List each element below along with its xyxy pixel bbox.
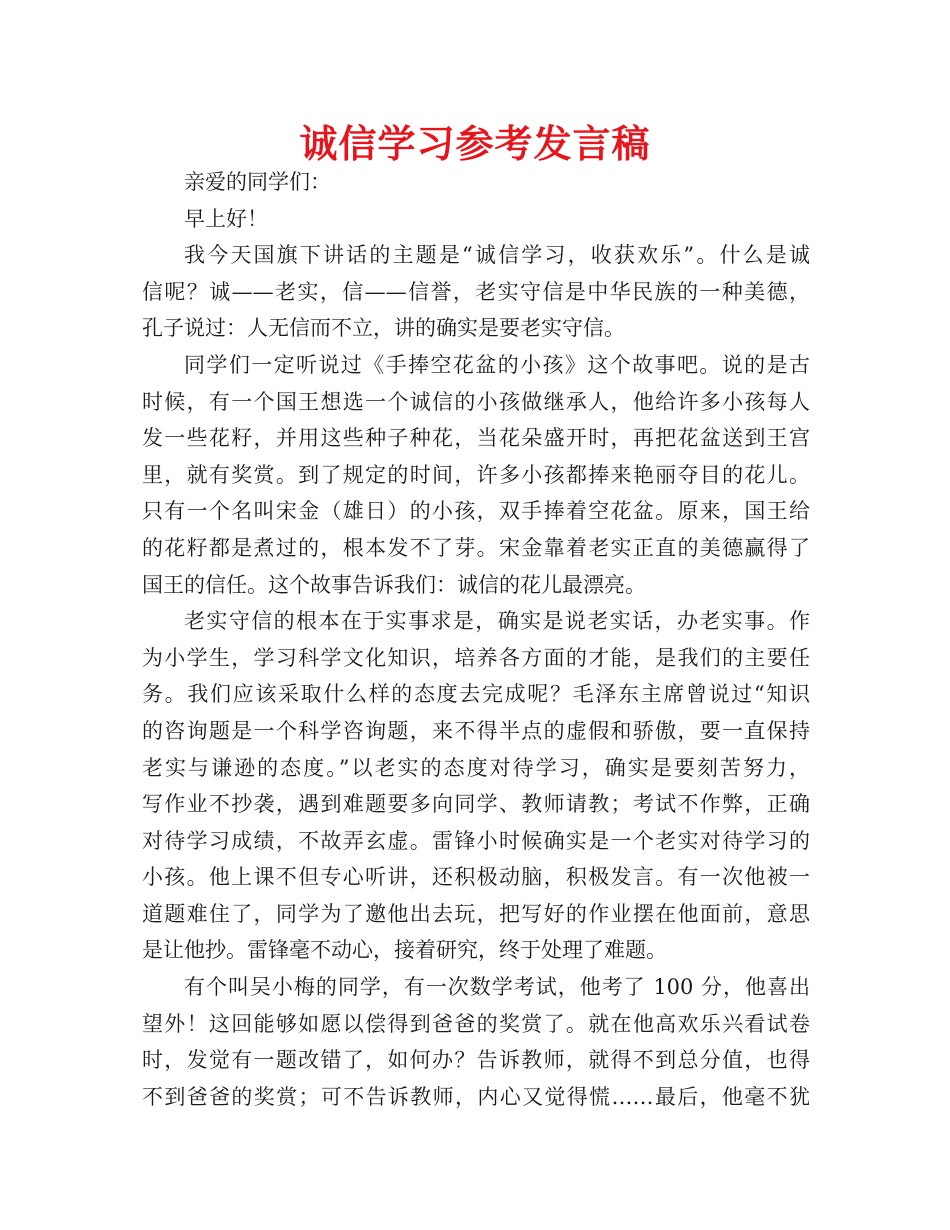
document-body — [142, 164, 810, 1115]
text-line: 道题难住了，同学为了邀他出去玩，把写好的作业摆在他面前，意思 — [142, 901, 810, 926]
text-line: 小孩。他上课不但专心听讲，还积极动脑，积极发言。有一次他被一 — [142, 865, 810, 890]
text-line: 同学们一定听说过《手捧空花盆的小孩》这个故事吧。说的是古 — [184, 352, 810, 377]
text-line: 的花籽都是煮过的，根本发不了芽。宋金靠着老实正直的美德赢得了 — [142, 535, 810, 560]
text-line: 写作业不抄袭，遇到难题要多向同学、教师请教；考试不作弊，正确 — [142, 792, 810, 817]
text-line: 老实守信的根本在于实事求是，确实是说老实话，办老实事。作 — [184, 609, 810, 634]
text-line: 有个叫吴小梅的同学，有一次数学考试，他考了 100 分，他喜出 — [184, 975, 810, 1000]
text-line: 务。我们应该采取什么样的态度去完成呢？毛泽东主席曾说过“知识 — [142, 682, 810, 707]
text-line: 是让他抄。雷锋毫不动心，接着研究，终于处理了难题。 — [142, 938, 667, 963]
text-line: 不到爸爸的奖赏；可不告诉教师，内心又觉得慌……最后，他毫不犹 — [142, 1084, 810, 1109]
text-line: 只有一个名叫宋金（雄日）的小孩，双手捧着空花盆。原来，国王给 — [142, 499, 810, 524]
text-line: 老实与谦逊的态度。”以老实的态度对待学习，确实是要刻苦努力， — [142, 755, 810, 780]
text-line: 信呢？诚——老实，信——信誉，老实守信是中华民族的一种美德， — [142, 279, 810, 304]
text-line: 望外！这回能够如愿以偿得到爸爸的奖赏了。就在他高欢乐兴看试卷 — [142, 1011, 810, 1036]
text-line: 里，就有奖赏。到了规定的时间，许多小孩都捧来艳丽夺目的花儿。 — [142, 462, 810, 487]
text-line: 我今天国旗下讲话的主题是“诚信学习，收获欢乐”。什么是诚 — [184, 243, 810, 268]
text-line: 的咨询题是一个科学咨询题，来不得半点的虚假和骄傲，要一直保持 — [142, 718, 810, 743]
text-line: 发一些花籽，并用这些种子种花，当花朵盛开时，再把花盆送到王宫 — [142, 426, 810, 451]
text-line: 亲爱的同学们： — [184, 170, 331, 194]
text-line: 时，发觉有一题改错了，如何办？告诉教师，就得不到总分值，也得 — [142, 1048, 810, 1073]
text-line: 孔子说过：人无信而不立，讲的确实是要老实守信。 — [142, 316, 625, 341]
text-line: 为小学生，学习科学文化知识，培养各方面的才能，是我们的主要任 — [142, 645, 810, 670]
document-title: 诚信学习参考发言稿 — [299, 122, 651, 166]
text-line: 对待学习成绩，不故弄玄虚。雷锋小时候确实是一个老实对待学习的 — [142, 828, 810, 853]
text-line: 时候，有一个国王想选一个诚信的小孩做继承人，他给许多小孩每人 — [142, 389, 810, 414]
text-line: 国王的信任。这个故事告诉我们：诚信的花儿最漂亮。 — [142, 572, 646, 597]
text-line: 早上好！ — [184, 206, 268, 231]
